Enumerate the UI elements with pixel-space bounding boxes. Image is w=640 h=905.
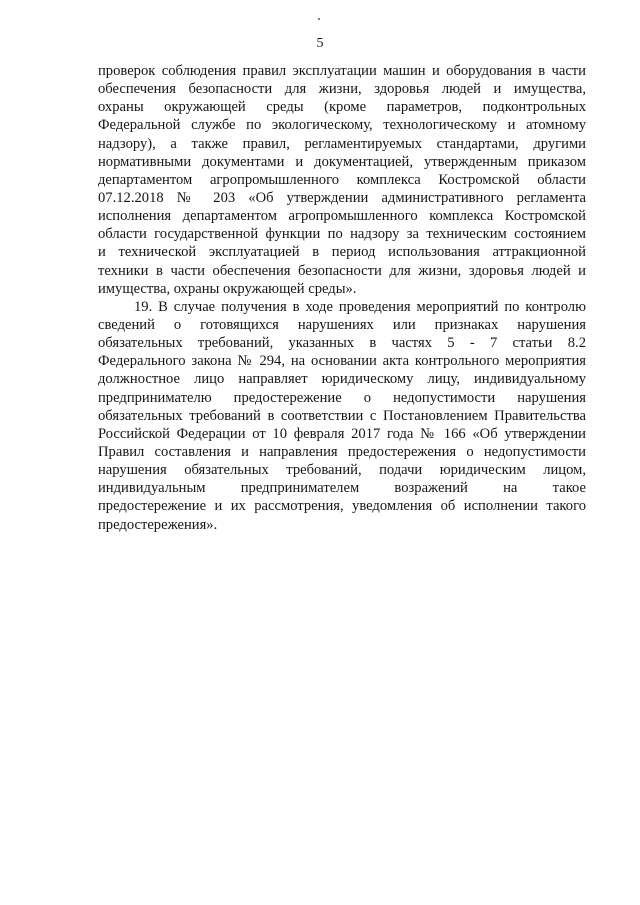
scan-speck bbox=[318, 18, 320, 20]
text-line: 07.12.2018 № 203 «Об утверждении административного регламента bbox=[98, 189, 586, 206]
text-line: нарушения обязательных требований, подачи юридическим лицом, bbox=[98, 462, 586, 479]
text-line: нормативными документами и документацией, утвержденным приказом bbox=[98, 153, 586, 170]
text-line: Российской Федерации от 10 февраля 2017 года № 166 «Об утверждении bbox=[98, 425, 586, 442]
text-line: индивидуальным предпринимателем возражений на такое bbox=[98, 480, 586, 497]
text-line: и технической эксплуатацией в период использования аттракционной bbox=[98, 244, 586, 261]
text-line: обязательных требований в соответствии с Постановлением Правительства bbox=[98, 407, 586, 424]
text-line: надзору), а также правил, регламентируемых стандартами, другими bbox=[98, 135, 586, 152]
text-line: техники в части обеспечения безопасности для жизни, здоровья людей и bbox=[98, 262, 586, 279]
text-line: предостережения». bbox=[98, 516, 218, 533]
text-line: департаментом агропромышленного комплекса Костромской области bbox=[98, 171, 586, 188]
text-line: Федерального закона № 294, на основании акта контрольного мероприятия bbox=[98, 353, 586, 370]
text-line: проверок соблюдения правил эксплуатации машин и оборудования в части bbox=[98, 63, 586, 79]
text-line: Федеральной службе по экологическому, технологическому и атомному bbox=[98, 117, 586, 134]
text-line: охраны окружающей среды (кроме параметров, подконтрольных bbox=[98, 99, 586, 116]
page-number: 5 bbox=[316, 36, 324, 51]
text-line: сведений о готовящихся нарушениях или признаках нарушения bbox=[98, 316, 586, 333]
document-body bbox=[98, 62, 586, 534]
text-line: Правил составления и направления предостережения о недопустимости bbox=[98, 443, 586, 460]
text-line: предпринимателю предостережение о недопустимости нарушения bbox=[98, 389, 586, 406]
text-line: области государственной функции по надзору за техническим состоянием bbox=[98, 226, 586, 243]
text-line: исполнения департаментом агропромышленного комплекса Костромской bbox=[98, 208, 586, 225]
paragraph-start-line: 19. В случае получения в ходе проведения мероприятий по контролю bbox=[134, 298, 586, 315]
text-line: имущества, охраны окружающей среды». bbox=[98, 280, 357, 297]
text-line: обеспечения безопасности для жизни, здоровья людей и имущества, bbox=[98, 81, 586, 98]
text-line: предостережение и их рассмотрения, уведомления об исполнении такого bbox=[98, 498, 586, 515]
text-line: должностное лицо направляет юридическому лицу, индивидуальному bbox=[98, 371, 586, 388]
text-line: обязательных требований, указанных в частях 5 - 7 статьи 8.2 bbox=[98, 335, 586, 352]
